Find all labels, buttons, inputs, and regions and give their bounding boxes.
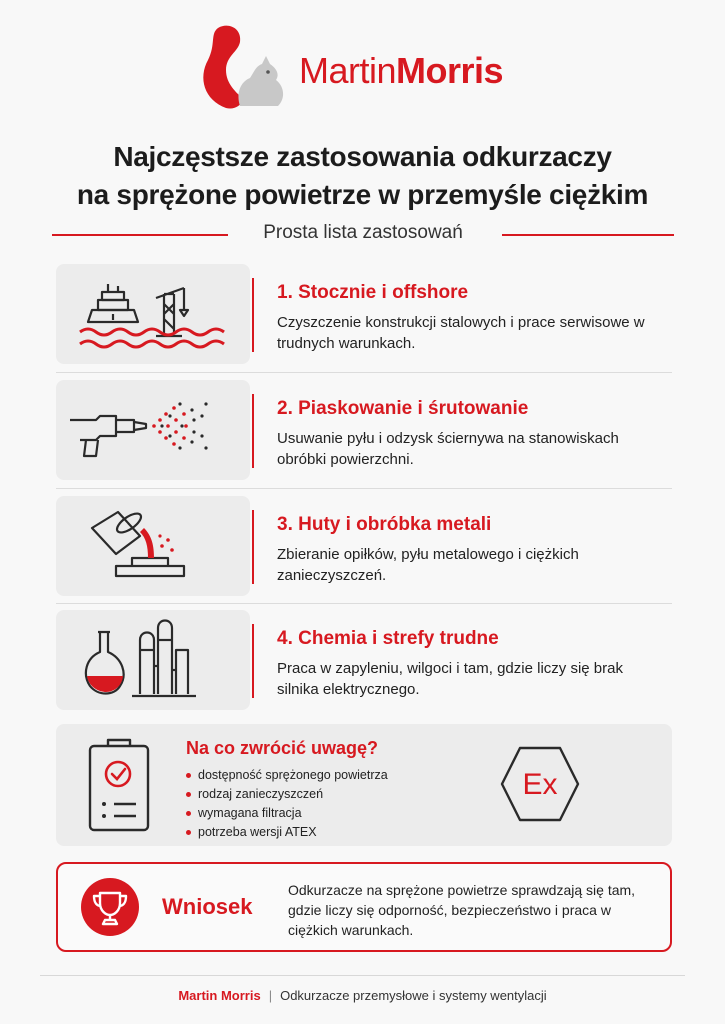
card-icon-box [56, 264, 250, 364]
subtitle-divider-right [502, 234, 674, 236]
chemical-plant-icon [56, 610, 250, 710]
card-icon-box [56, 380, 250, 480]
attention-box [56, 724, 672, 846]
footer-brand: Martin Morris [178, 988, 261, 1003]
card-accent-bar [252, 278, 254, 352]
card-title: 4. Chemia i strefy trudne [277, 628, 499, 649]
brand-name-part1: Martin [299, 50, 397, 91]
trophy-icon [80, 877, 140, 937]
application-card-shipyards [56, 264, 672, 364]
list-item: wymagana filtracja [186, 804, 388, 823]
card-title: 3. Huty i obróbka metali [277, 514, 492, 535]
card-separator [56, 603, 672, 604]
footer-divider [40, 975, 685, 976]
card-separator [56, 372, 672, 373]
card-accent-bar [252, 510, 254, 584]
page-title [0, 138, 725, 214]
brand-name-part2: Morris [396, 50, 504, 91]
list-item: dostępność sprężonego powietrza [186, 766, 388, 785]
card-description: Praca w zapyleniu, wilgoci i tam, gdzie liczy się brak silnika elektrycznego. [277, 660, 623, 698]
subtitle-row [52, 222, 674, 248]
sandblast-gun-icon [56, 380, 250, 480]
card-separator [56, 488, 672, 489]
application-card-chemistry [56, 610, 672, 710]
list-item: potrzeba wersji ATEX [186, 823, 388, 842]
ship-crane-icon [56, 264, 250, 364]
card-title: 1. Stocznie i offshore [277, 282, 469, 303]
footer [0, 988, 725, 1003]
card-icon-box [56, 610, 250, 710]
conclusion-box [56, 862, 672, 952]
application-card-sandblasting [56, 380, 672, 480]
card-description: Usuwanie pyłu i odzysk ściernywa na stanowiskach obróbki powierzchni. [277, 430, 619, 468]
conclusion-label: Wniosek [162, 894, 253, 919]
brand-logo [196, 20, 546, 116]
squirrel-logo-icon [196, 20, 296, 116]
list-item: rodzaj zanieczyszczeń [186, 785, 388, 804]
card-description: Czyszczenie konstrukcji stalowych i prace serwisowe w trudnych warunkach. [277, 314, 645, 352]
footer-separator: | [268, 988, 273, 1003]
footer-tagline: Odkurzacze przemysłowe i systemy wentylacji [280, 988, 547, 1003]
brand-wordmark [299, 50, 503, 92]
card-accent-bar [252, 394, 254, 468]
title-line-2: na sprężone powietrze w przemyśle ciężkim [76, 179, 649, 210]
application-card-steelworks [56, 496, 672, 596]
ladle-pouring-icon [56, 496, 250, 596]
conclusion-text: Odkurzacze na sprężone powietrze sprawdzają się tam, gdzie liczy się odporność, bezpieczeństwo i praca w ciężkich warunkach. [288, 882, 636, 938]
card-title: 2. Piaskowanie i śrutowanie [277, 398, 529, 419]
card-description: Zbieranie opiłków, pyłu metalowego i ciężkich zanieczyszczeń. [277, 546, 579, 584]
card-icon-box [56, 496, 250, 596]
attention-list [186, 766, 388, 842]
atex-ex-icon [500, 744, 580, 824]
clipboard-check-icon [84, 736, 154, 836]
card-accent-bar [252, 624, 254, 698]
attention-title: Na co zwrócić uwagę? [186, 738, 379, 758]
ex-label: Ex [522, 768, 558, 801]
title-line-1: Najczęstsze zastosowania odkurzaczy [113, 141, 612, 172]
page-subtitle: Prosta lista zastosowań [263, 222, 463, 243]
